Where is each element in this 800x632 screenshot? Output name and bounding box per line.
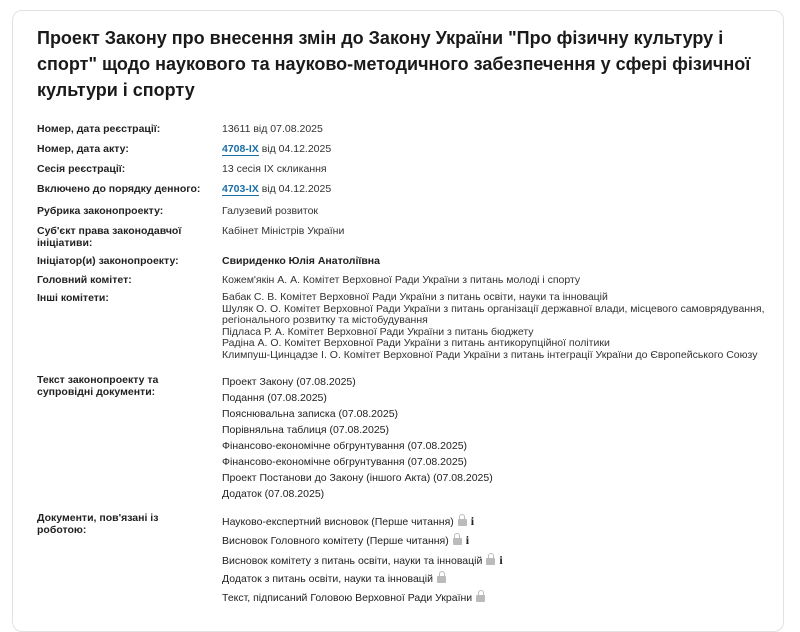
row-registration [37, 123, 776, 143]
lock-icon [476, 595, 485, 602]
label: Рубрика законопроекту: [37, 205, 164, 217]
value: Кабінет Міністрів України [222, 225, 345, 237]
page-title: Проект Закону про внесення змін до Закону України "Про фізичну культуру і спорт" щодо наукового та науково-методичного забезпечення у сфері фізичної культури і спорту [37, 28, 751, 100]
value: Кожем'якін А. А. Комітет Верховної Ради України з питань молоді і спорту [222, 274, 581, 286]
lock-icon [486, 558, 495, 565]
value: Галузевий розвиток [222, 205, 319, 217]
committee-item: Шуляк О. О. Комітет Верховної Ради України з питань організації державної влади, місцевого самоврядування, регіонального розвитку та містобудування [222, 302, 765, 327]
committee-item: Бабак С. В. Комітет Верховної Ради України з питань освіти, науки та інновацій [222, 291, 608, 303]
label: Ініціатор(и) законопроекту: [37, 255, 179, 267]
row-act [37, 143, 776, 163]
agenda-link[interactable]: 4703-IX [222, 183, 259, 195]
committee-item: Підласа Р. А. Комітет Верховної Ради України з питань бюджету [222, 325, 534, 338]
row-rubric [37, 205, 776, 225]
row-main-committee [37, 274, 776, 292]
label: Сесія реєстрації: [37, 163, 126, 175]
related-document-link[interactable]: Додаток з питань освіти, науки та інновацій [222, 573, 433, 586]
act-link[interactable]: 4708-IX [222, 143, 259, 155]
label: Інші комітети: [37, 292, 109, 304]
label: Включено до порядку денного: [37, 183, 201, 195]
label: Текст законопроекту та супровідні документи: [37, 373, 159, 398]
act-date: від 04.12.2025 [258, 143, 332, 155]
label: Головний комітет: [37, 274, 132, 286]
document-link[interactable]: Подання (07.08.2025) [222, 391, 327, 404]
committee-item: Радіна А. О. Комітет Верховної Ради України з питань антикорупційної політики [222, 337, 610, 350]
lock-icon [453, 538, 462, 545]
label: Суб'єкт права законодавчої ініціативи: [37, 225, 182, 249]
related-document-link[interactable]: Науково-експертний висновок (Перше читання) [222, 515, 454, 528]
related-document-link[interactable]: Висновок комітету з питань освіти, науки та інновацій [222, 554, 483, 567]
label: Номер, дата реєстрації: [37, 123, 161, 135]
row-other-committees [37, 292, 776, 362]
document-link[interactable]: Фінансово-економічне обгрунтування (07.08.2025) [222, 439, 468, 452]
label: Документи, пов'язані із роботою: [37, 511, 159, 536]
document-link[interactable]: Пояснювальна записка (07.08.2025) [222, 407, 399, 420]
row-documents [37, 374, 776, 502]
row-session [37, 163, 776, 183]
row-initiator [37, 255, 776, 274]
committee-item: Климпуш-Цинцадзе І. О. Комітет Верховної Ради України з питань інтеграції України до Європейського Союзу [222, 348, 758, 361]
initiator-name: Свириденко Юлія Анатоліївна [222, 255, 380, 267]
lock-icon [437, 576, 446, 583]
info-icon[interactable]: i [465, 533, 470, 548]
lock-icon [458, 519, 467, 526]
row-subject [37, 225, 776, 255]
related-document-link[interactable]: Висновок Головного комітету (Перше читання) [222, 535, 449, 548]
document-link[interactable]: Проект Постанови до Закону (іншого Акта) (07.08.2025) [222, 471, 493, 484]
document-link[interactable]: Проект Закону (07.08.2025) [222, 375, 356, 388]
document-link[interactable]: Додаток (07.08.2025) [222, 487, 325, 500]
info-icon[interactable]: i [470, 513, 475, 528]
row-agenda [37, 183, 776, 205]
document-link[interactable]: Порівняльна таблиця (07.08.2025) [222, 423, 390, 436]
label: Номер, дата акту: [37, 143, 129, 155]
info-icon[interactable]: i [499, 552, 503, 567]
agenda-date: від 04.12.2025 [258, 183, 332, 195]
document-link[interactable]: Фінансово-економічне обгрунтування (07.08.2025) [222, 455, 468, 468]
value: 13611 від 07.08.2025 [222, 123, 323, 135]
row-related-documents [37, 512, 776, 608]
related-document-link[interactable]: Текст, підписаний Головою Верховної Ради України [222, 591, 473, 604]
value: 13 сесія IX скликання [222, 163, 327, 175]
